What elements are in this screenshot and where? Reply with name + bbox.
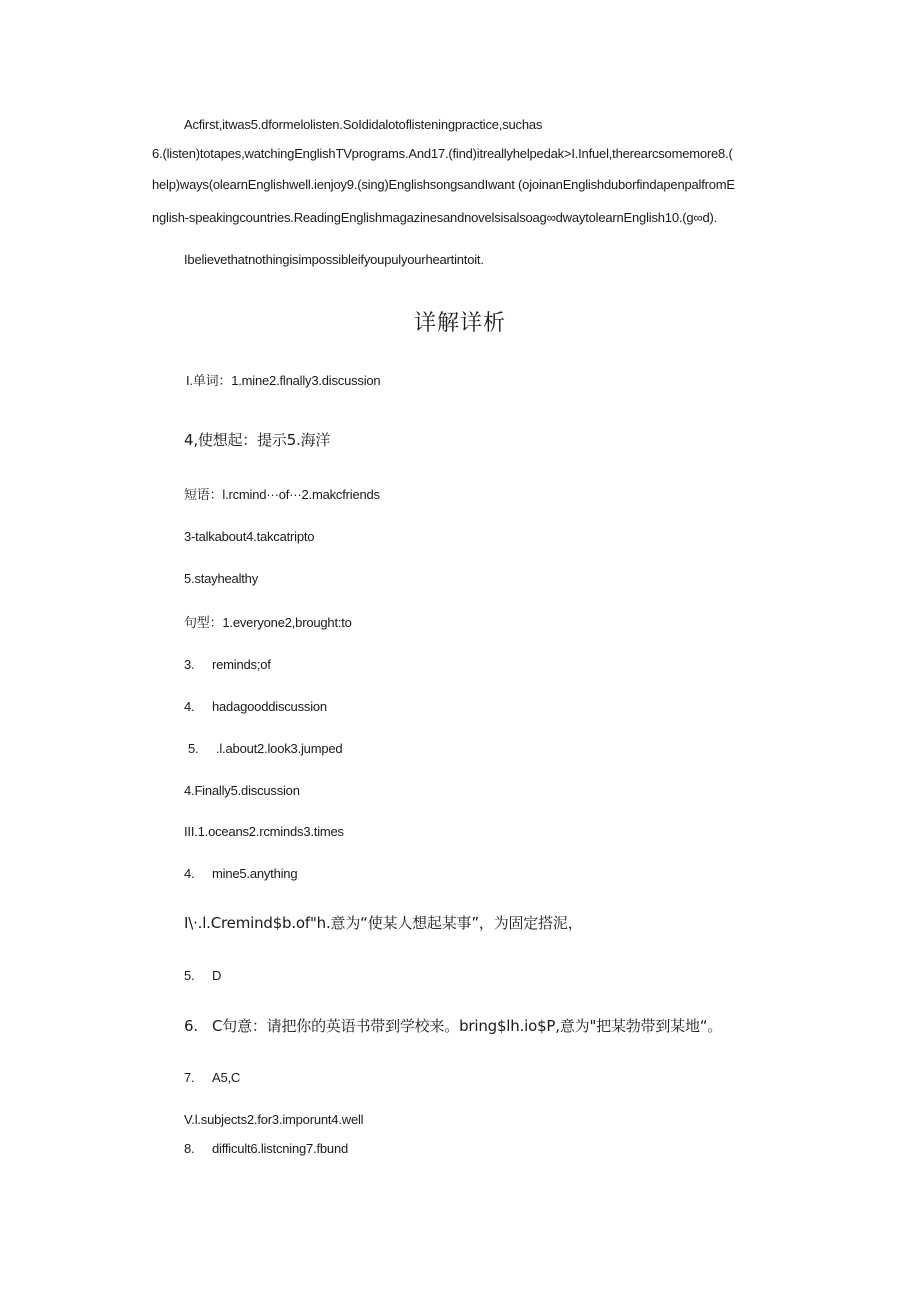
- passage-line: 6.(listen)totapes,watchingEnglishTVprograms.And17.(find)itreallyhelpedak>I.Infuel,therearcsomemore8.(: [152, 146, 733, 161]
- answer-line: [184, 1015, 722, 1036]
- answer-line: [184, 866, 297, 881]
- answer-text: 4,使想起：提示5.海洋: [184, 431, 331, 449]
- answer-text: mine5.anything: [212, 866, 298, 881]
- passage-line: nglish-speakingcountries.ReadingEnglishmagazinesandnovelsisalsoag∞dwaytolearnEnglish10.(g∞d).: [152, 210, 718, 225]
- answer-number: 6.: [184, 1017, 198, 1035]
- answer-line: [184, 484, 380, 503]
- answer-text: 句型：1.everyone2,brought:to: [184, 615, 352, 630]
- answer-number: 5.: [184, 968, 195, 983]
- answer-line: [184, 1141, 348, 1156]
- answer-line: [186, 370, 380, 389]
- section-title: 详解详析: [413, 311, 506, 336]
- answer-line: [184, 1112, 363, 1127]
- answer-text: I.单词：1.mine2.flnally3.discussion: [186, 373, 381, 388]
- answer-number: 5.: [188, 741, 199, 756]
- answer-line: [184, 783, 300, 798]
- passage-line: Acfirst,itwas5.dformelolisten.SoIdidalotoflisteningpractice,suchas: [184, 117, 543, 132]
- answer-text: 3-talkabout4.takcatripto: [184, 529, 315, 544]
- answer-line: [184, 968, 221, 983]
- answer-text: III.1.oceans2.rcminds3.times: [184, 824, 344, 839]
- answer-line: [184, 699, 327, 714]
- answer-line: [184, 571, 258, 586]
- answer-text: I\·.l.Cremind$b.of"h.意为“使某人想起某事”，为固定搭泥，: [184, 914, 583, 932]
- answer-text: 4.Finally5.discussion: [184, 783, 300, 798]
- answer-number: 4.: [184, 699, 195, 714]
- passage-line: help)ways(olearnEnglishwell.ienjoy9.(sing)EnglishsongsandIwant (ojoinanEnglishduborfindapenpalfromE: [152, 177, 735, 192]
- answer-number: 8.: [184, 1141, 195, 1156]
- answer-line: [184, 612, 352, 631]
- answer-text: reminds;of: [212, 657, 271, 672]
- answer-line: [184, 429, 330, 450]
- answer-text: V.l.subjects2.for3.imporunt4.well: [184, 1112, 364, 1127]
- answer-number: 3.: [184, 657, 195, 672]
- answer-text: 5.stayhealthy: [184, 571, 259, 586]
- answer-line: [184, 824, 344, 839]
- answer-number: 7.: [184, 1070, 195, 1085]
- answer-line: [184, 657, 271, 672]
- answer-text: A5,C: [212, 1070, 241, 1085]
- answer-text: difficult6.listcning7.fbund: [212, 1141, 349, 1156]
- answer-line: [184, 1070, 240, 1085]
- answer-text: C句意：请把你的英语书带到学校来。bring$lh.io$P,意为"把某勃带到某地“。: [212, 1017, 723, 1035]
- answer-line: [184, 529, 314, 544]
- answer-text: hadagooddiscussion: [212, 699, 327, 714]
- passage-line: Ibelievethatnothingisimpossibleifyoupulyourheartintoit.: [184, 252, 484, 267]
- answer-line: [188, 741, 342, 756]
- answer-line: [184, 912, 583, 933]
- answer-text: 短语：l.rcmind···of···2.makcfriends: [184, 487, 380, 502]
- answer-number: 4.: [184, 866, 195, 881]
- answer-text: D: [212, 968, 222, 983]
- answer-text: .l.about2.look3.jumped: [216, 741, 343, 756]
